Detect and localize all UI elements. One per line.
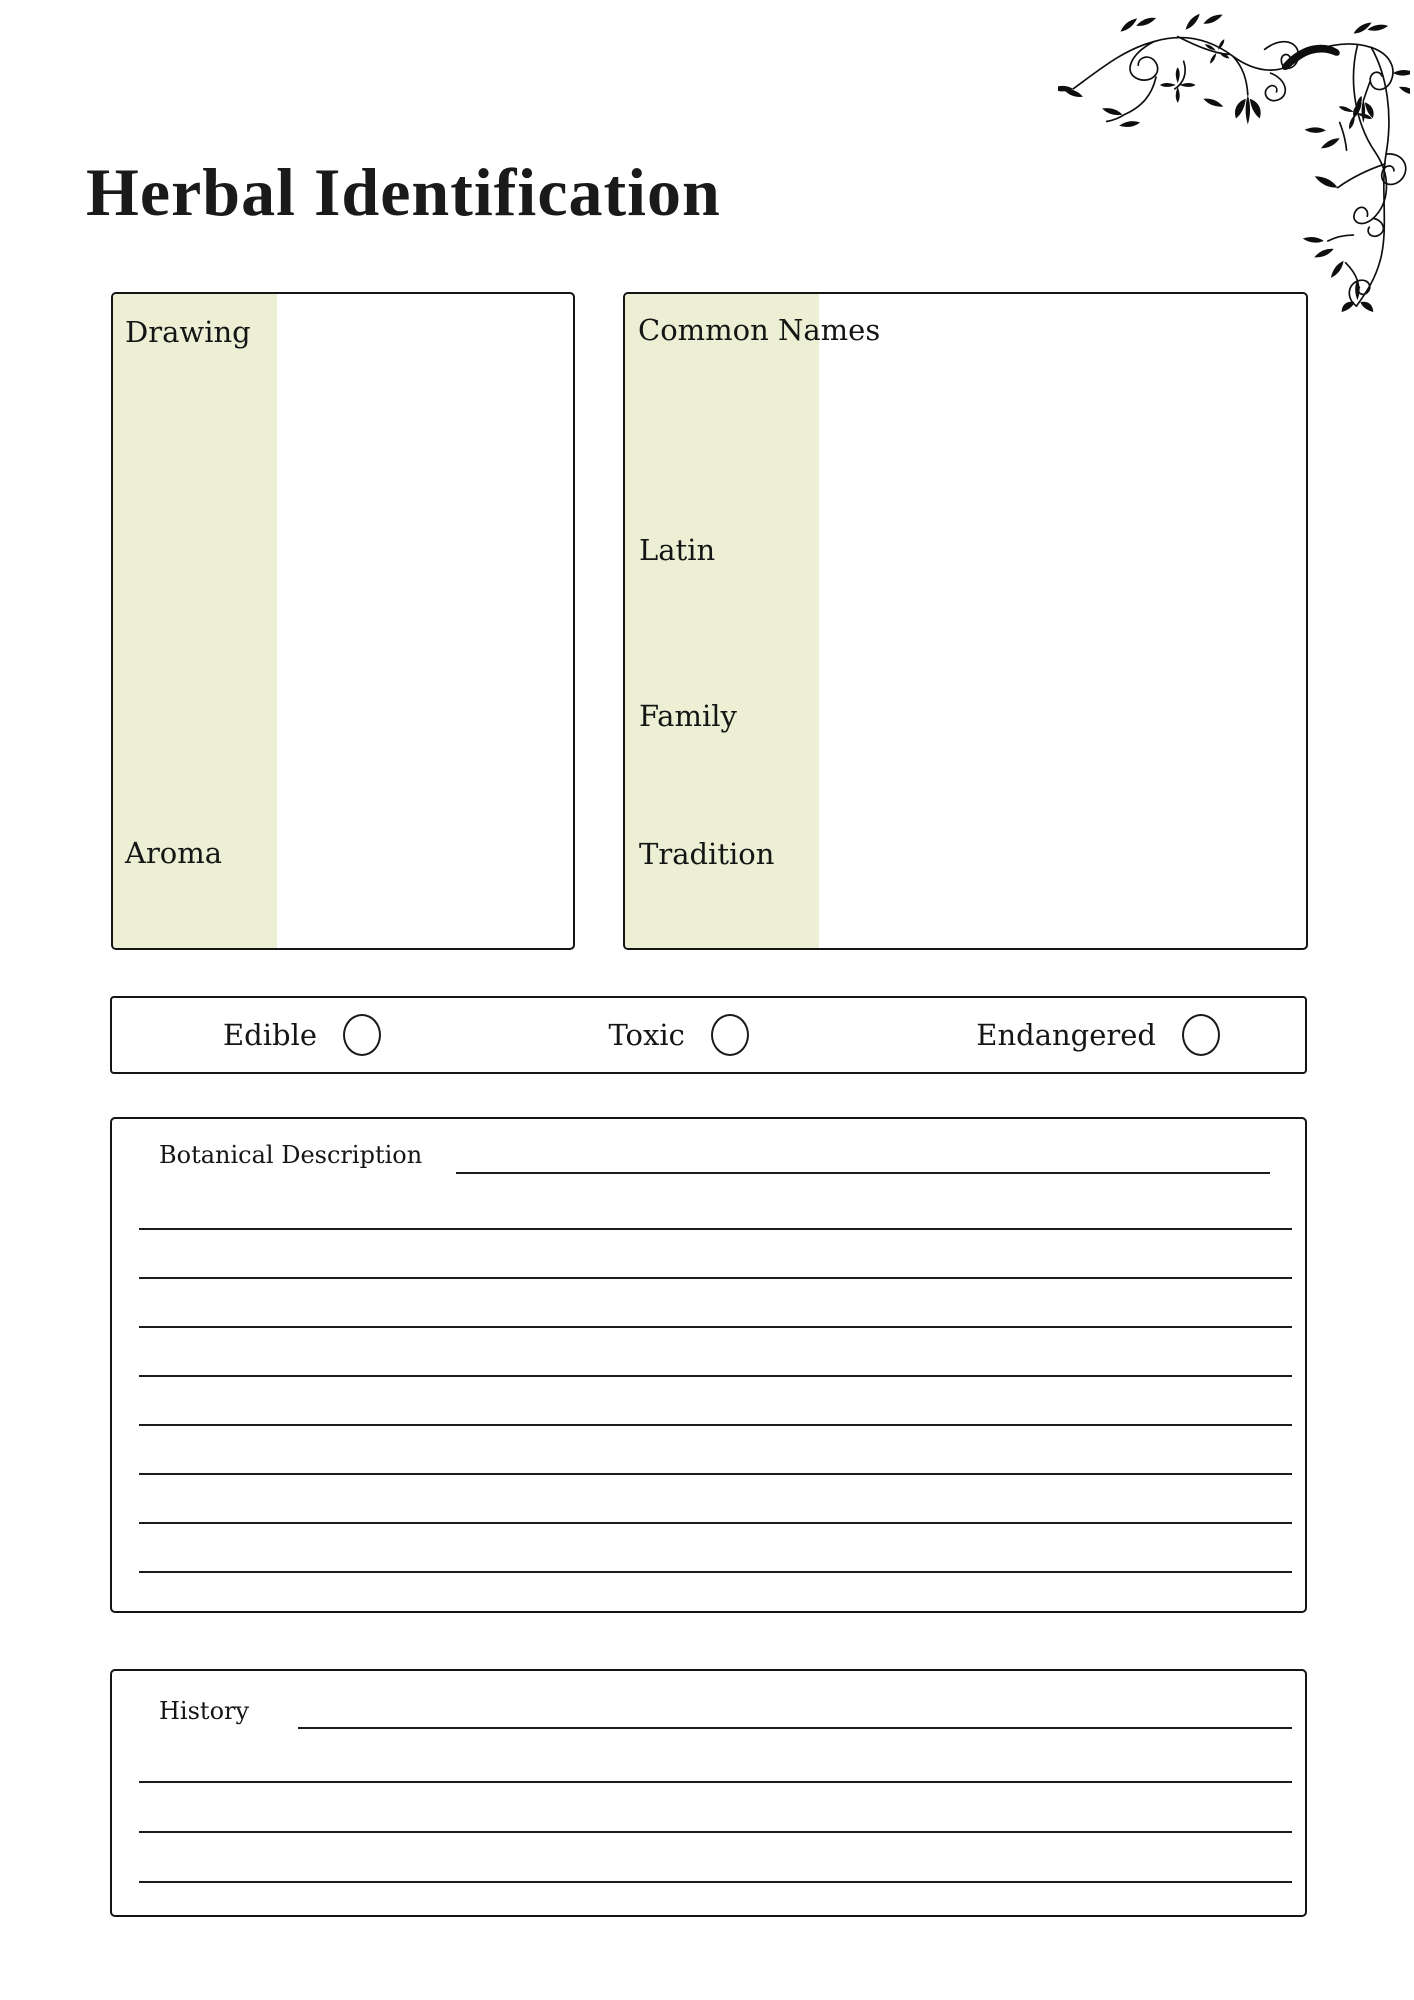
history-label: History [159, 1697, 250, 1725]
edible-label: Edible [223, 1018, 318, 1052]
names-panel [623, 292, 1308, 950]
ruled-line [139, 1279, 1292, 1328]
ruled-line [139, 1524, 1292, 1573]
status-bar [110, 996, 1307, 1074]
history-ruled-lines [139, 1733, 1292, 1883]
endangered-label: Endangered [976, 1018, 1156, 1052]
ruled-line [139, 1426, 1292, 1475]
botanical-ruled-lines [139, 1181, 1292, 1573]
page-title: Herbal Identification [86, 153, 721, 230]
toxic-checkbox[interactable] [711, 1014, 749, 1056]
status-item-endangered [976, 1014, 1220, 1056]
drawing-panel [111, 292, 575, 950]
endangered-checkbox[interactable] [1182, 1014, 1220, 1056]
ruled-line [139, 1377, 1292, 1426]
ruled-line [139, 1181, 1292, 1230]
drawing-area [277, 294, 573, 948]
aroma-label: Aroma [125, 835, 223, 870]
tradition-label: Tradition [639, 837, 775, 871]
toxic-label: Toxic [608, 1018, 685, 1052]
family-label: Family [639, 699, 737, 733]
botanical-description-underline [456, 1172, 1270, 1174]
history-section [110, 1669, 1307, 1917]
floral-corner-ornament-icon [1058, 4, 1410, 316]
edible-checkbox[interactable] [343, 1014, 381, 1056]
botanical-description-label: Botanical Description [159, 1141, 423, 1169]
ruled-line [139, 1733, 1292, 1783]
ruled-line [139, 1475, 1292, 1524]
status-item-toxic [608, 1014, 748, 1056]
common-names-label: Common Names [638, 313, 881, 347]
ruled-line [139, 1833, 1292, 1883]
status-item-edible [223, 1014, 381, 1056]
drawing-label: Drawing [125, 315, 251, 349]
history-underline [298, 1727, 1292, 1729]
ruled-line [139, 1783, 1292, 1833]
ruled-line [139, 1230, 1292, 1279]
latin-label: Latin [639, 533, 716, 567]
botanical-description-section [110, 1117, 1307, 1613]
ruled-line [139, 1328, 1292, 1377]
